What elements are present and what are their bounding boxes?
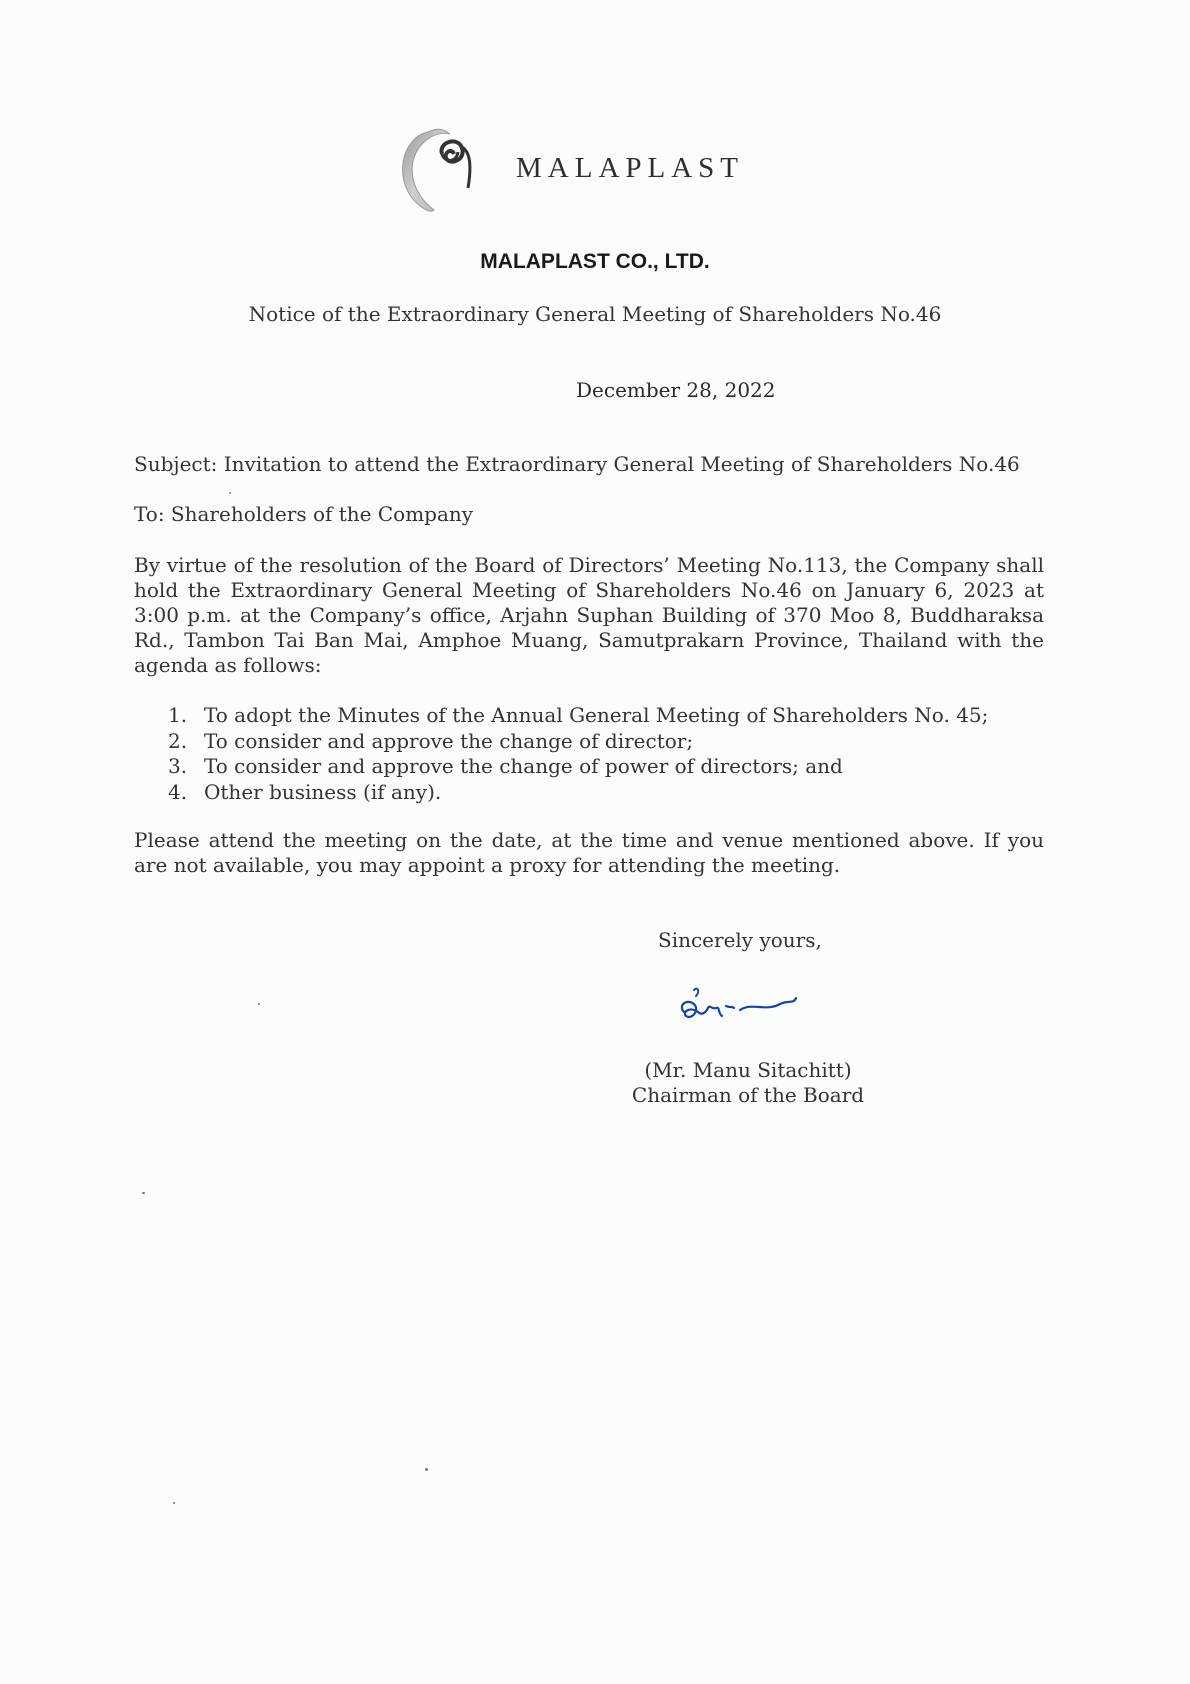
recipient-line: To: Shareholders of the Company xyxy=(134,502,474,526)
scan-speck xyxy=(258,1003,260,1005)
scan-speck xyxy=(142,1192,145,1194)
agenda-item-number: 3. xyxy=(168,754,188,778)
agenda-item-text: To adopt the Minutes of the Annual General Meeting of Shareholders No. 45; xyxy=(204,703,989,727)
agenda-item xyxy=(168,729,1048,755)
signer-name: (Mr. Manu Sitachitt) xyxy=(644,1058,852,1082)
agenda-item-text: To consider and approve the change of power of directors; and xyxy=(204,754,843,778)
scan-speck xyxy=(425,1468,428,1471)
scan-speck xyxy=(229,492,231,494)
notice-title: Notice of the Extraordinary General Meeting of Shareholders No.46 xyxy=(248,302,942,326)
agenda-item-text: Other business (if any). xyxy=(204,779,442,804)
agenda-item xyxy=(168,703,1048,729)
company-logo xyxy=(398,124,768,224)
closing-paragraph: Please attend the meeting on the date, at the time and venue mentioned above. If you are not available, you may appoint a proxy for attending the meeting. xyxy=(134,828,1044,877)
body-paragraph: By virtue of the resolution of the Board of Directors’ Meeting No.113, the Company shall hold the Extraordinary General Meeting of Shareholders No.46 on January 6, 2023 at 3:00 p.m. at the Company’s office, Arjahn Suphan Building of 370 Moo 8, Buddharaksa Rd., Tambon Tai Ban Mai, Amphoe Muang, Samutprakarn Province, Thailand with the agenda as follows: xyxy=(134,553,1044,677)
signer-title: Chairman of the Board xyxy=(631,1083,865,1107)
agenda-list xyxy=(168,703,1048,805)
agenda-item-text: To consider and approve the change of director; xyxy=(204,728,694,753)
sign-off: Sincerely yours, xyxy=(658,928,822,952)
agenda-item-number: 1. xyxy=(168,703,188,727)
company-name: MALAPLAST CO., LTD. xyxy=(480,250,710,273)
agenda-item-number: 2. xyxy=(168,728,188,753)
subject-line: Subject: Invitation to attend the Extraordinary General Meeting of Shareholders No.46 xyxy=(134,452,1020,476)
letter-date: December 28, 2022 xyxy=(576,378,776,402)
handwritten-signature xyxy=(676,982,816,1032)
agenda-item-number: 4. xyxy=(168,779,188,804)
swirl-logo-icon xyxy=(398,124,518,224)
agenda-item xyxy=(168,754,1048,780)
agenda-item xyxy=(168,780,1048,806)
logo-wordmark: MALAPLAST xyxy=(516,152,745,184)
scan-speck xyxy=(173,1502,175,1504)
